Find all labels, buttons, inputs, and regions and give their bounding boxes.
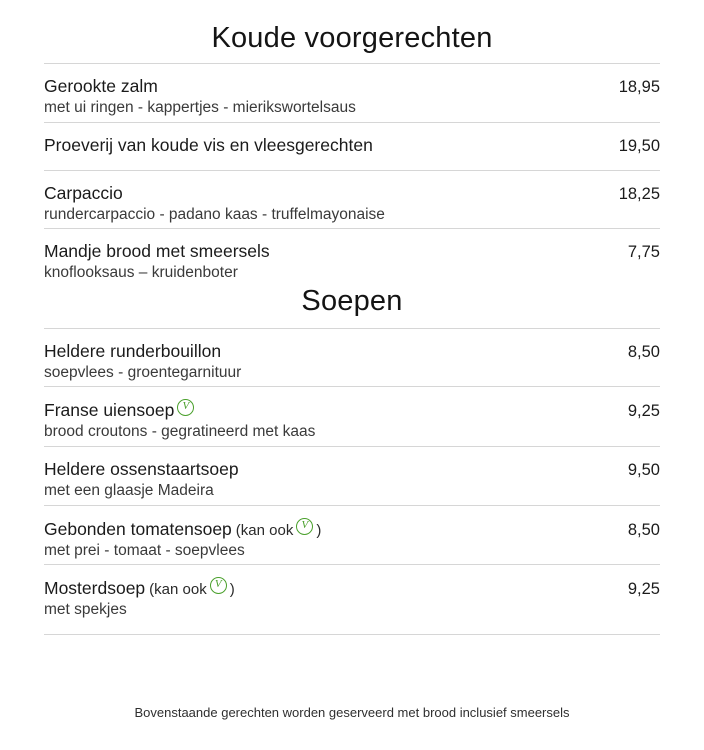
menu-item-name: Heldere runderbouillon (44, 340, 222, 361)
menu-item-description: knoflooksaus – kruidenboter (44, 264, 238, 282)
menu-item-note: (kan ook V ) (149, 577, 235, 598)
page-title-koude-voorgerechten: Koude voorgerechten (211, 22, 493, 54)
menu-item-row (44, 399, 660, 421)
vegetarian-icon (296, 518, 313, 535)
menu-item-row (44, 341, 660, 362)
menu-item-note: (kan ook V ) (236, 518, 322, 539)
menu-item-price: 18,25 (618, 184, 660, 203)
menu-item-price: 7,75 (627, 243, 660, 262)
vegetarian-icon (210, 577, 227, 594)
menu-item-name: Proeverij van koude vis en vleesgerechten (44, 134, 373, 155)
menu-item-row (44, 459, 660, 480)
menu-item-name: Heldere ossenstaartsoep (44, 458, 239, 479)
menu-item (44, 447, 660, 501)
menu-item-description: soepvlees - groentegarnituur (44, 363, 242, 381)
menu-item (44, 329, 660, 383)
menu-item-price: 8,50 (627, 520, 660, 539)
menu-item-description: brood croutons - gegratineerd met kaas (44, 423, 316, 441)
divider (44, 634, 660, 635)
menu-item-row (44, 518, 660, 540)
menu-item-name: Mosterdsoep (kan ook V ) (44, 577, 235, 598)
menu-item-description: met prei - tomaat - soepvlees (44, 541, 245, 559)
menu-item-description: met spekjes (44, 601, 127, 619)
menu-item-name: Franse uiensoep V (44, 399, 197, 420)
menu-item-row (44, 577, 660, 599)
menu-item-description: rundercarpaccio - padano kaas - truffelmayonaise (44, 205, 385, 223)
menu-item-name: Gerookte zalm (44, 76, 158, 96)
menu-item-price: 9,25 (627, 580, 660, 599)
menu-item-row (44, 241, 660, 262)
menu-item (44, 506, 660, 561)
menu-item (44, 64, 660, 118)
menu-item-row (44, 135, 660, 156)
menu-item-row (44, 76, 660, 97)
page-title-soepen: Soepen (301, 284, 403, 317)
menu-item-price: 8,50 (627, 342, 660, 361)
menu-item-name: Gebonden tomatensoep (kan ook V ) (44, 518, 321, 539)
menu-item-description: met een glaasje Madeira (44, 481, 214, 499)
menu-item (44, 565, 660, 620)
menu-item-row (44, 183, 660, 204)
menu-item-price: 9,50 (627, 460, 660, 479)
menu-item (44, 123, 660, 156)
menu-item-price: 9,25 (627, 402, 660, 421)
footnote: Bovenstaande gerechten worden geserveerd met brood inclusief smeersels (134, 705, 570, 720)
menu-item (44, 171, 660, 225)
menu-item (44, 387, 660, 442)
menu-item-price: 18,95 (618, 78, 660, 96)
vegetarian-icon (177, 399, 194, 416)
menu-item-description: met ui ringen - kappertjes - mierikswortelsaus (44, 99, 356, 116)
menu-item-name: Mandje brood met smeersels (44, 241, 270, 262)
menu-item (44, 229, 660, 283)
menu-item-price: 19,50 (618, 136, 660, 155)
menu-item-name: Carpaccio (44, 182, 123, 203)
